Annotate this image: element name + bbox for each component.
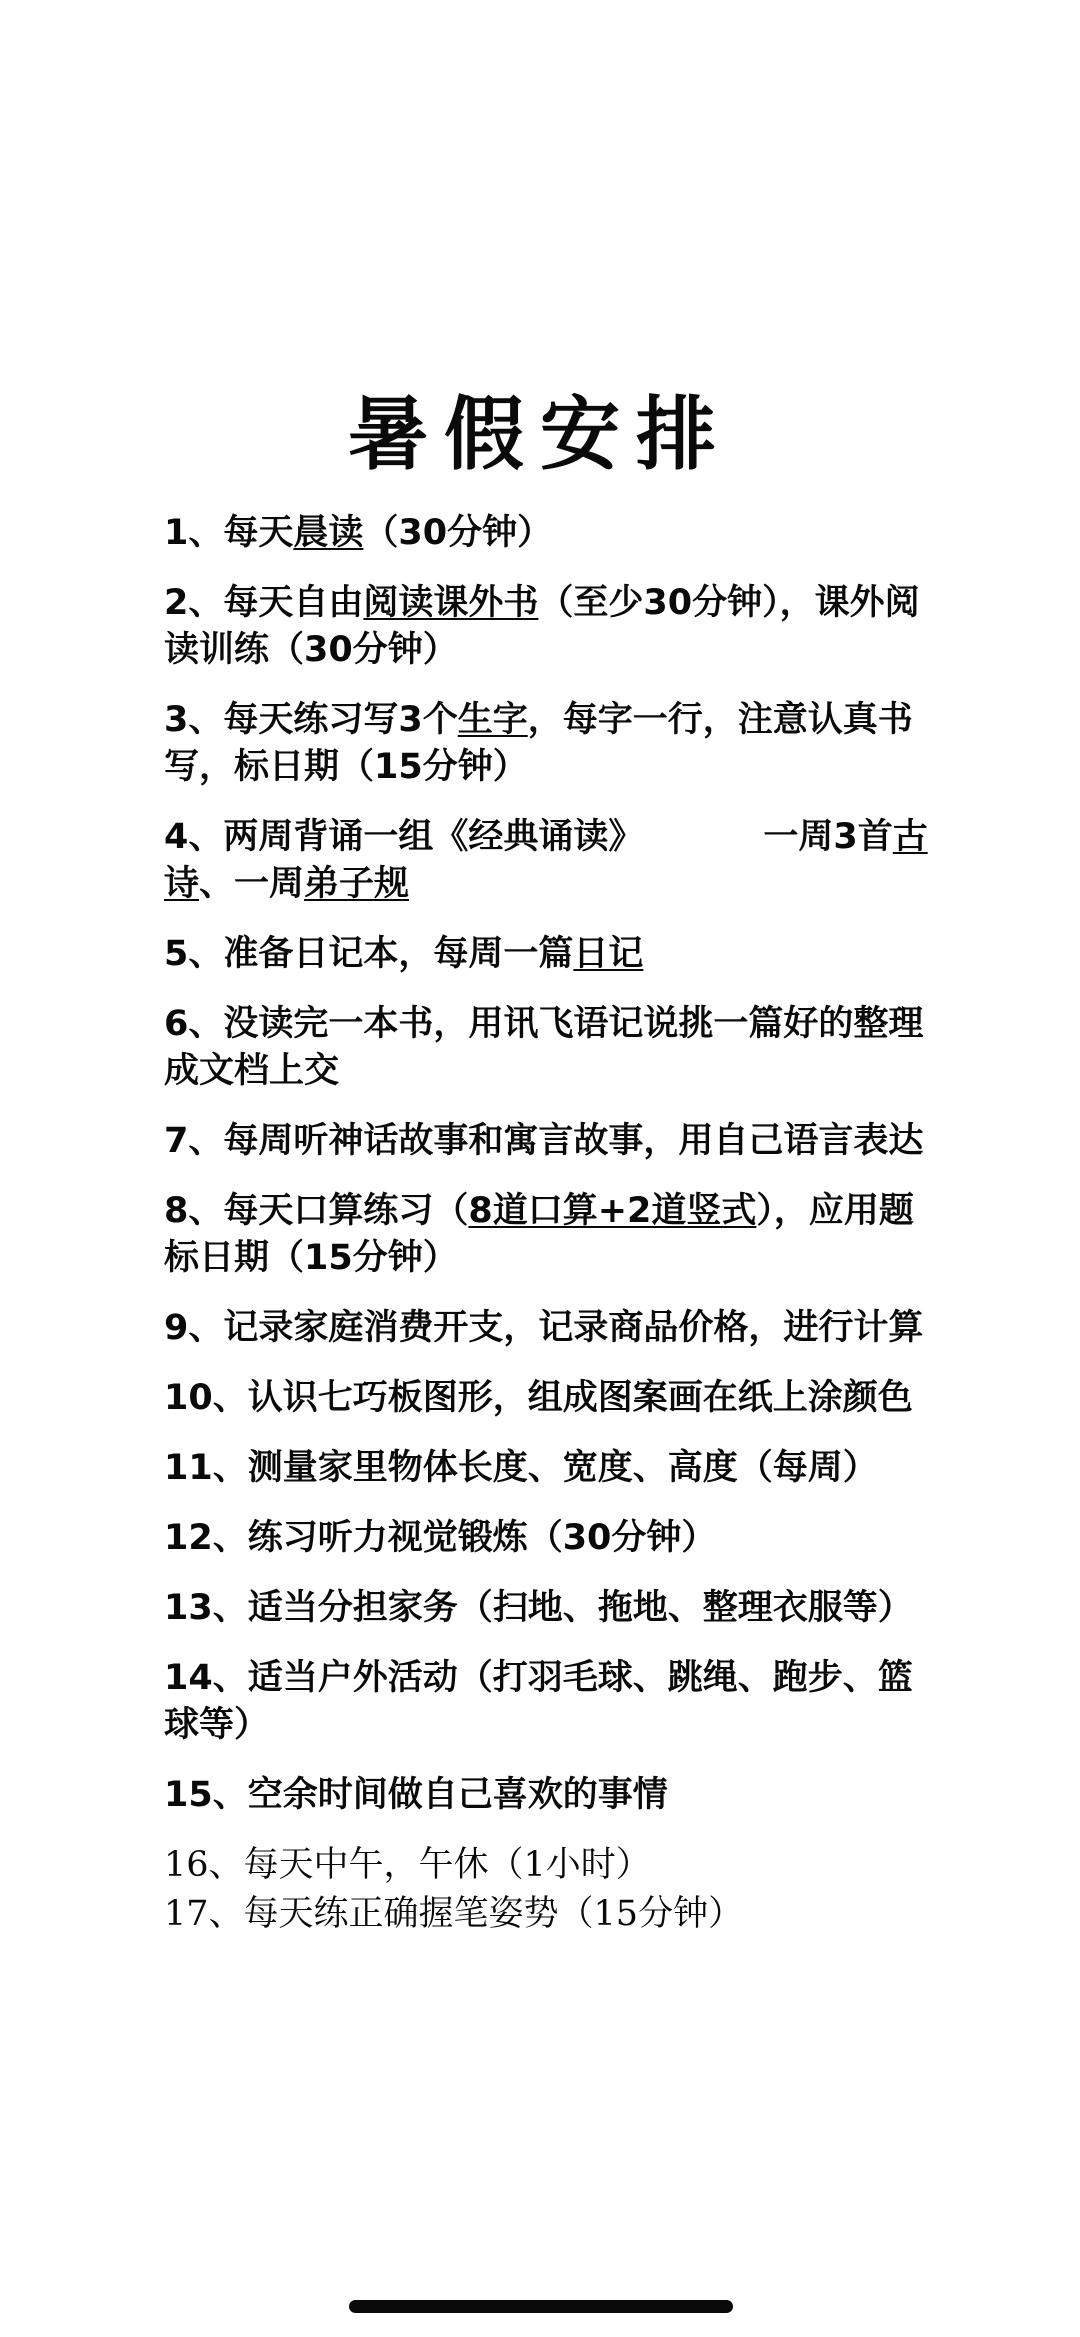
list-item: 17、每天练正确握笔姿势（15分钟） <box>164 1894 744 1934</box>
list-item: 12、练习听力视觉锻炼（30分钟） <box>164 1518 717 1558</box>
list-item: 9、记录家庭消费开支，记录商品价格，进行计算 <box>164 1308 924 1348</box>
list-item: 2、每天自由阅读课外书（至少30分钟），课外阅读训练（30分钟） <box>164 583 920 670</box>
home-indicator[interactable] <box>349 2300 733 2313</box>
list-item: 16、每天中午，午休（1小时） <box>164 1845 651 1885</box>
list-item: 14、适当户外活动（打羽毛球、跳绳、跑步、篮球等） <box>164 1658 913 1745</box>
list-item: 8、每天口算练习（8道口算+2道竖式），应用题标日期（15分钟） <box>164 1191 914 1278</box>
list-item: 1、每天晨读（30分钟） <box>164 513 553 553</box>
list-item: 4、两周背诵一组《经典诵读》 一周3首古诗、一周弟子规 <box>164 817 928 904</box>
list-item: 15、空余时间做自己喜欢的事情 <box>164 1775 668 1815</box>
list-item: 10、认识七巧板图形，组成图案画在纸上涂颜色 <box>164 1378 913 1418</box>
page-title: 暑假安排 <box>348 388 732 481</box>
schedule-list <box>164 510 936 1940</box>
list-item: 5、准备日记本，每周一篇日记 <box>164 934 644 974</box>
list-item: 13、适当分担家务（扫地、拖地、整理衣服等） <box>164 1588 913 1628</box>
list-item: 7、每周听神话故事和寓言故事，用自己语言表达 <box>164 1121 924 1161</box>
list-item: 6、没读完一本书，用讯飞语记说挑一篇好的整理成文档上交 <box>164 1004 924 1091</box>
list-item: 11、测量家里物体长度、宽度、高度（每周） <box>164 1448 878 1488</box>
list-item: 3、每天练习写3个生字，每字一行，注意认真书写，标日期（15分钟） <box>164 700 913 787</box>
